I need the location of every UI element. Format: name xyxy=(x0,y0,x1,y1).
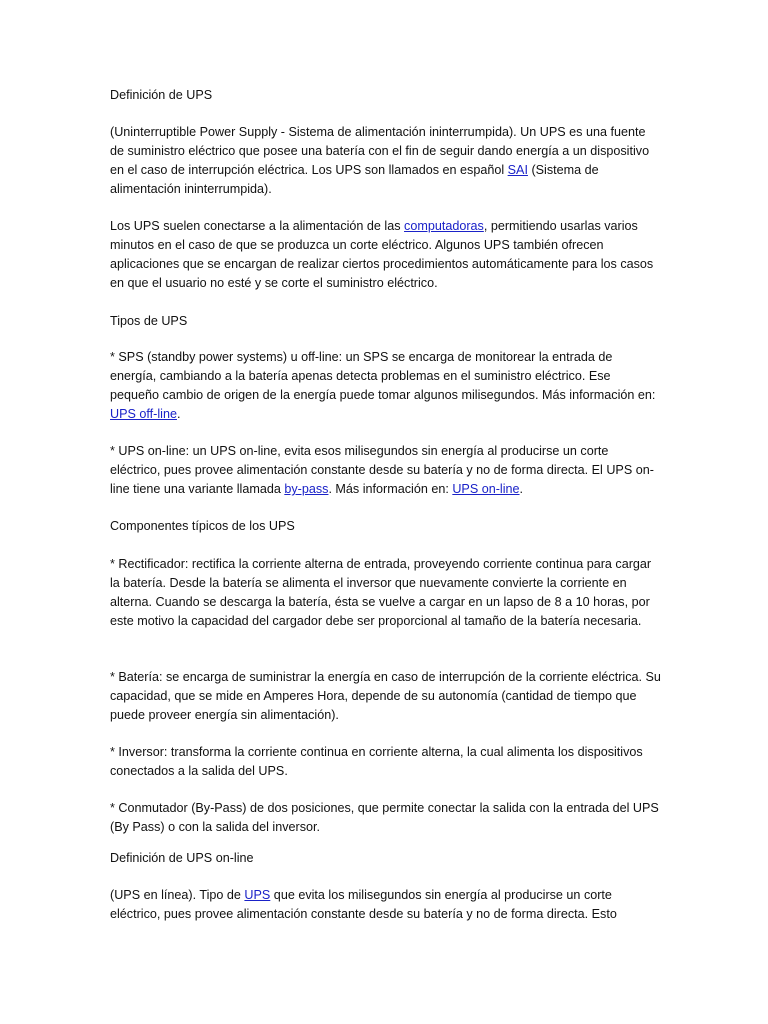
paragraph-sps xyxy=(110,348,662,424)
paragraph-conmutador: * Conmutador (By-Pass) de dos posiciones, que permite conectar la salida con la entrada del UPS (By Pass) o con la salida del inversor. xyxy=(110,801,659,834)
link-by-pass[interactable]: by-pass xyxy=(284,482,329,496)
paragraph-bateria: * Batería: se encarga de suministrar la energía en caso de interrupción de la corriente eléctrica. Su capacidad, que se mide en Amperes Hora, depende de su autonomía (cantidad de tiempo que puede proveer energía sin alimentación). xyxy=(110,670,661,722)
paragraph-text: (UPS en línea). Tipo de xyxy=(110,888,245,902)
paragraph-ups-en-linea xyxy=(110,886,662,924)
link-ups-on-line[interactable]: UPS on-line xyxy=(452,482,520,496)
paragraph-text: Los UPS suelen conectarse a la alimentación de las xyxy=(110,219,405,233)
paragraph-text: * SPS (standby power systems) u off-line: un SPS se encarga de monitorear la entrada de energía, cambiando a la batería apenas detecta problemas en el suministro eléctrico. Ese pequeño cambio de origen de la energía puede tomar algunos milisegundos. Más información en: xyxy=(110,350,656,402)
page-title: Definición de UPS xyxy=(110,88,213,102)
paragraph-intro xyxy=(110,123,662,199)
paragraph-text: , permitiendo usarlas varios minutos en el caso de que se produzca un corte eléctrico. Algunos UPS también ofrecen aplicaciones que se encargan de realizar ciertos procedimientos automáticamente para los casos en que el usuario no esté y se corte el suministro eléctrico. xyxy=(110,219,654,290)
paragraph-text: * UPS on-line: un UPS on-line, evita esos milisegundos sin energía al producirse un corte eléctrico, pues provee alimentación constante desde su batería y no de forma directa. El UPS on-line tiene una variante llamada xyxy=(110,444,654,496)
paragraph-rectificador: * Rectificador: rectifica la corriente alterna de entrada, proveyendo corriente continua para cargar la batería. Desde la batería se alimenta el inversor que nuevamente convierte la corriente en alterna. Cuando se descarga la batería, ésta se vuelve a cargar en un lapso de 8 a 10 horas, por este motivo la capacidad del cargador debe ser proporcional al tamaño de la batería necesaria. xyxy=(110,557,652,628)
paragraph-connection xyxy=(110,217,662,293)
paragraph-text: que evita los milisegundos sin energía al producirse un corte eléctrico, pues provee alimentación constante desde su batería y no de forma directa. Esto xyxy=(110,888,617,921)
link-sai[interactable]: SAI xyxy=(507,163,528,177)
paragraph-text: . xyxy=(176,407,181,421)
heading-ups-online-def: Definición de UPS on-line xyxy=(110,851,254,865)
paragraph-inversor: * Inversor: transforma la corriente continua en corriente alterna, la cual alimenta los dispositivos conectados a la salida del UPS. xyxy=(110,745,643,778)
paragraph-ups-online xyxy=(110,442,662,499)
paragraph-text: . Más información en: xyxy=(328,482,453,496)
link-ups[interactable]: UPS xyxy=(244,888,271,902)
paragraph-text: (Sistema de alimentación ininterrumpida). xyxy=(110,163,599,196)
paragraph-text: (Uninterruptible Power Supply - Sistema de alimentación ininterrumpida). Un UPS es una fuente de suministro eléctrico que posee una batería con el fin de seguir dando energía a un dispositivo en el caso de interrupción eléctrica. Los UPS son llamados en español xyxy=(110,125,650,177)
paragraph-text: . xyxy=(519,482,524,496)
link-ups-off-line[interactable]: UPS off-line xyxy=(110,407,177,421)
heading-componentes: Componentes típicos de los UPS xyxy=(110,519,295,533)
link-computadoras[interactable]: computadoras xyxy=(404,219,484,233)
heading-tipos-ups: Tipos de UPS xyxy=(110,314,188,328)
